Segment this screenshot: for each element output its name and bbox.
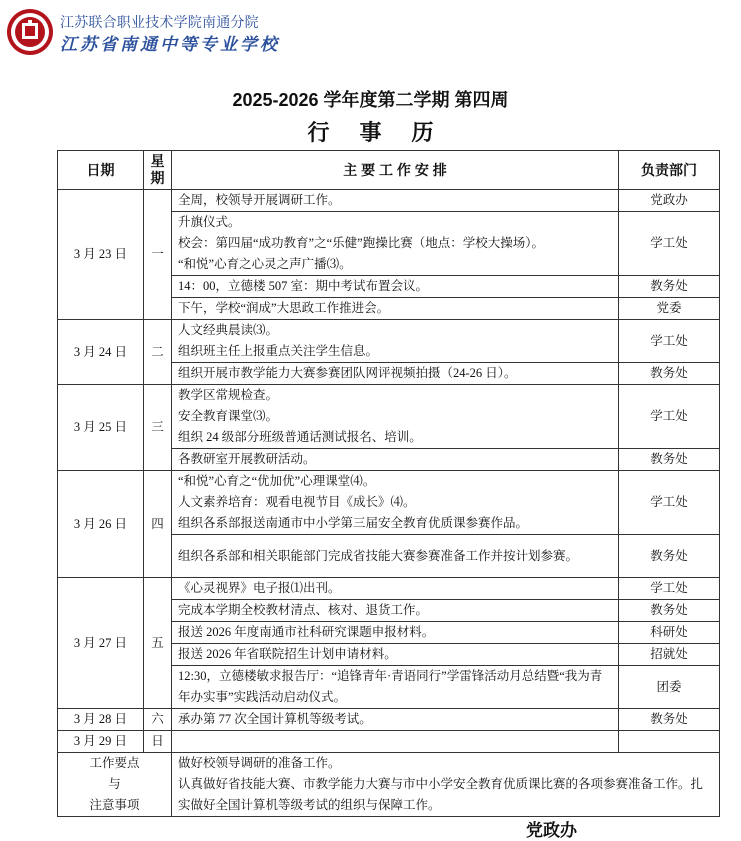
content-line: 报送 2026 年度南通市社科研究课题申报材料。 [178, 625, 435, 639]
content-cell [172, 731, 619, 753]
notes-row [58, 753, 720, 817]
content-cell [172, 449, 619, 471]
school-name-primary: 江苏联合职业技术学院南通分院 [60, 14, 259, 30]
content-cell [172, 471, 619, 535]
header-weekday-char: 期 [150, 170, 165, 186]
weekday-cell: 五 [144, 578, 172, 709]
dept-cell: 学工处 [619, 320, 720, 363]
document-subtitle: 行事历 [307, 120, 464, 145]
content-cell [172, 298, 619, 320]
header-weekday [144, 151, 172, 190]
content-cell [172, 578, 619, 600]
table-row [58, 320, 720, 363]
date-cell: 3 月 26 日 [58, 471, 144, 578]
notes-content [172, 753, 720, 817]
dept-cell: 教务处 [619, 709, 720, 731]
content-line: 人文经典晨读⑶。 [178, 323, 279, 337]
dept-cell: 教务处 [619, 449, 720, 471]
date-cell: 3 月 29 日 [58, 731, 144, 753]
dept-cell: 教务处 [619, 276, 720, 298]
content-cell [172, 535, 619, 578]
dept-cell: 教务处 [619, 535, 720, 578]
content-cell [172, 276, 619, 298]
weekday-cell: 四 [144, 471, 172, 578]
header-dept: 负责部门 [619, 151, 720, 190]
dept-cell: 党政办 [619, 190, 720, 212]
dept-cell: 学工处 [619, 578, 720, 600]
school-logo [6, 8, 54, 56]
weekday-cell: 二 [144, 320, 172, 385]
content-cell [172, 644, 619, 666]
content-line: 升旗仪式。 [178, 215, 241, 229]
dept-cell: 学工处 [619, 212, 720, 276]
date-cell: 3 月 28 日 [58, 709, 144, 731]
content-line: “和悦”心育之“优加优”心理课堂⑷。 [178, 474, 376, 488]
content-cell [172, 363, 619, 385]
table-header-row [58, 151, 720, 190]
document-title: 2025-2026 学年度第二学期 第四周 [232, 90, 509, 110]
content-line: 组织班主任上报重点关注学生信息。 [178, 344, 379, 358]
dept-cell: 教务处 [619, 600, 720, 622]
weekday-cell: 一 [144, 190, 172, 320]
content-line: 校会：第四届“成功教育”之“乐健”跑操比赛（地点：学校大操场）。 [178, 236, 544, 250]
schedule-table [57, 150, 720, 817]
content-line: 安全教育课堂⑶。 [178, 409, 279, 423]
content-cell [172, 190, 619, 212]
content-line: 《心灵视界》电子报⑴出刊。 [178, 581, 341, 595]
content-cell [172, 385, 619, 449]
content-line: 12:30，立德楼敏求报告厅：“追锋青年·青语同行”学雷锋活动月总结暨“我为青年办实事”实践活动启动仪式。 [178, 669, 603, 704]
content-line: 完成本学期全校教材清点、核对、退货工作。 [178, 603, 429, 617]
table-row [58, 385, 720, 449]
notes-label-line: 与 [108, 777, 121, 791]
table-row [58, 578, 720, 600]
content-line: 承办第 77 次全国计算机等级考试。 [178, 712, 372, 726]
table-row [58, 731, 720, 753]
content-cell [172, 212, 619, 276]
issuer: 党政办 [526, 821, 577, 840]
content-cell [172, 600, 619, 622]
notes-label [58, 753, 172, 817]
content-line: 下午，学校“润成”大思政工作推进会。 [178, 301, 390, 315]
dept-cell: 学工处 [619, 471, 720, 535]
content-cell [172, 622, 619, 644]
dept-cell: 科研处 [619, 622, 720, 644]
header-date: 日期 [58, 151, 144, 190]
dept-cell: 学工处 [619, 385, 720, 449]
content-line: “和悦”心育之心灵之声广播⑶。 [178, 257, 352, 271]
content-line: 组织各系部报送南通市中小学第三届安全教育优质课参赛作品。 [178, 516, 529, 530]
table-row [58, 709, 720, 731]
dept-cell: 党委 [619, 298, 720, 320]
weekday-cell: 六 [144, 709, 172, 731]
content-line: 组织开展市教学能力大赛参赛团队网评视频拍摄（24-26 日）。 [178, 366, 517, 380]
content-line: 报送 2026 年省联院招生计划申请材料。 [178, 647, 397, 661]
notes-label-line: 工作要点 [89, 756, 140, 770]
content-line: 组织 24 级部分班级普通话测试报名、培训。 [178, 430, 422, 444]
date-cell: 3 月 24 日 [58, 320, 144, 385]
date-cell: 3 月 25 日 [58, 385, 144, 471]
content-cell [172, 320, 619, 363]
notes-label-line: 注意事项 [89, 798, 140, 812]
content-line: 14：00，立德楼 507 室：期中考试布置会议。 [178, 279, 429, 293]
content-cell [172, 709, 619, 731]
content-line: 人文素养培育：观看电视节目《成长》⑷。 [178, 495, 416, 509]
weekday-cell: 日 [144, 731, 172, 753]
dept-cell: 教务处 [619, 363, 720, 385]
weekday-cell: 三 [144, 385, 172, 471]
date-cell: 3 月 23 日 [58, 190, 144, 320]
content-line: 教学区常规检查。 [178, 388, 279, 402]
content-line: 全周，校领导开展调研工作。 [178, 193, 341, 207]
dept-cell [619, 731, 720, 753]
date-cell: 3 月 27 日 [58, 578, 144, 709]
notes-line: 认真做好省技能大赛、市教学能力大赛与市中小学安全教育优质课比赛的各项参赛准备工作。扎实做好全国计算机等级考试的组织与保障工作。 [178, 777, 704, 812]
content-line: 各教研室开展教研活动。 [178, 452, 316, 466]
header-content: 主 要 工 作 安 排 [172, 151, 619, 190]
content-line: 组织各系部和相关职能部门完成省技能大赛参赛准备工作并按计划参赛。 [178, 548, 579, 563]
content-cell [172, 666, 619, 709]
school-name-secondary: 江苏省南通中等专业学校 [60, 35, 280, 54]
header-weekday-char: 星 [150, 153, 165, 169]
table-row [58, 471, 720, 535]
dept-cell: 招就处 [619, 644, 720, 666]
notes-line: 做好校领导调研的准备工作。 [178, 756, 341, 770]
dept-cell: 团委 [619, 666, 720, 709]
table-row [58, 190, 720, 212]
